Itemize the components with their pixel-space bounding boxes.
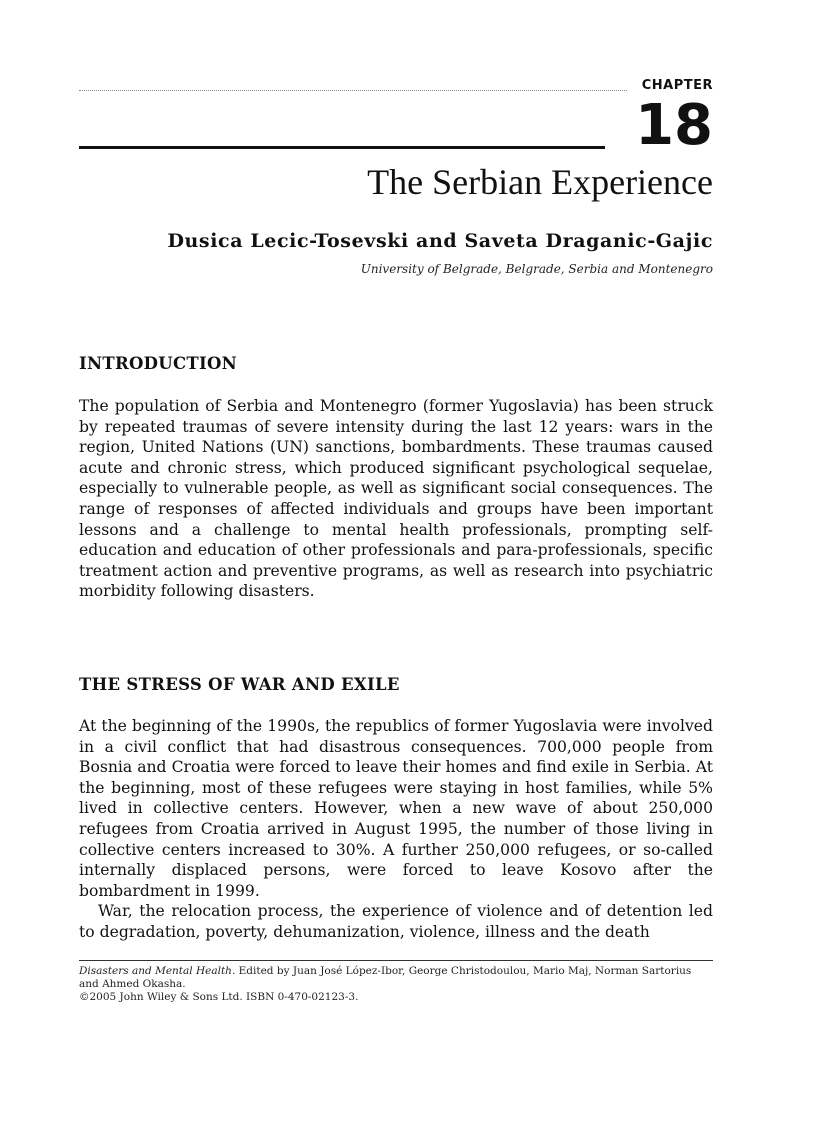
stress-paragraph-2: War, the relocation process, the experience of violence and of detention led to degradation, poverty, dehumanization, violence, illness and the death [79,902,713,941]
stress-paragraph-1: At the beginning of the 1990s, the republics of former Yugoslavia were involved in a civil conflict that had disastrous consequences. 700,000 people from Bosnia and Croatia were forced to leave their homes and find exile in Serbia. At the beginning, most of these refugees were staying in host families, while 5% lived in collective centers. However, when a new wave of about 250,000 refugees from Croatia arrived in August 1995, the number of those living in collective centers increased to 30%. A further 250,000 refugees, or so-called internally displaced persons, were forced to leave Kosovo after the bombardment in 1999. [79,717,713,900]
introduction-paragraph: The population of Serbia and Montenegro (former Yugoslavia) has been struck by repeated traumas of severe intensity during the last 12 years: wars in the region, United Nations (UN) sanctions, bombardments. These traumas caused acute and chronic stress, which produced significant psychological sequelae, especially to vulnerable people, as well as significant social consequences. The range of responses of affected individuals and groups have been important lessons and a challenge to mental health professionals, prompting self-education and education of other professionals and para-professionals, specific treatment action and preventive programs, as well as research into psychiatric morbidity following disasters. [79,397,713,601]
chapter-rule [79,146,605,149]
chapter-title: The Serbian Experience [367,162,713,202]
chapter-label: CHAPTER [641,78,713,93]
footnote-book-title: Disasters and Mental Health. [79,965,236,977]
section-heading-stress-of-war: THE STRESS OF WAR AND EXILE [79,675,400,694]
footnote-rule [79,960,713,961]
section-heading-introduction: INTRODUCTION [79,354,238,373]
chapter-number: 18 [635,93,713,158]
author-affiliation: University of Belgrade, Belgrade, Serbia and Montenegro [360,262,713,276]
footnote [79,965,713,1004]
chapter-header-row [79,76,713,96]
chapter-authors: Dusica Lecic-Tosevski and Saveta Draganic-Gajic [167,230,713,252]
dotted-rule [79,90,627,91]
footnote-copyright: ©2005 John Wiley & Sons Ltd. ISBN 0-470-02123-3. [79,991,359,1003]
book-page [79,0,713,1123]
footnote-editors: Edited by Juan José López-Ibor, George Christodoulou, Mario Maj, Norman Sartorius and Ahmed Okasha. [79,965,692,990]
